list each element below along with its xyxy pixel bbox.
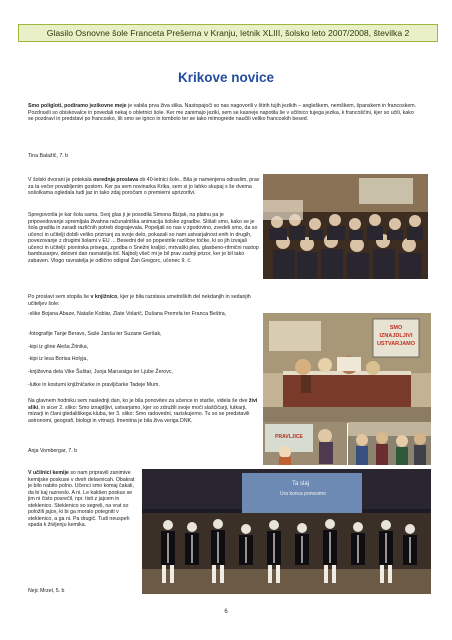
- page-number: 6: [224, 609, 228, 615]
- photo-stage-performance: [142, 469, 431, 594]
- paragraph-sola-govori: Spregovorila je kar šola sama. Svoj glas ji je posodila Simona Bizjak, na platnu pa je pripovedovanje spremljala živahna računalniška animacija šolske zgradbe. Slišali smo, kako se je šola gradila in zaradi različnih potreb dograjevala. Popeljali so nas v zgodovino, zvedeli smo, da so učenci in učitelji dobili veliko priznanj za svoje delo, pokazali so nam ustvarjalnost enih in drugih, povezovanje z drugimi šolami v EU ... Besedni del so popestrile različne točke, ki so jih izvajali učenci in učitelji: pionirska prisega, zgodba o Snežni kraljici, mrtvaški ples, glasbeno-ritmični nastop bambusarjev, delovni dan ravnatelja itd. Najbolj všeč mi je bil prav zadnji prizor, ker je bil tako zabaven. Vlogo ravnatelja je odlično odigral Žan Gregorc, učenec 9. č.: [28, 212, 259, 264]
- p2-bold: osrednja proslava: [93, 177, 139, 183]
- p5-bold: živi sliki: [28, 398, 258, 411]
- list-item: -kipi iz gline Aleša Žitnika,: [28, 344, 89, 350]
- list-item: -kipi iz lesa Borisa Holyja,: [28, 356, 88, 362]
- p5-after: , in sicer 2. sliko: Smo iznajdljivi, ustvarjamo, kjer so združili svoje moči slaščičarji, lutkarji, mizarji in člani gledališkega kluba, ter 3. sliko: Smo radovedni, raziskujemo. Tu so se predstavili astronomi, geografi, biologi in vrtnarji. Imenitna je bila živa veriga DNK.: [28, 404, 250, 424]
- header-banner: [18, 24, 438, 42]
- p4-before: Po proslavi sem stopila še: [28, 294, 91, 300]
- paragraph-knjiznica: [28, 294, 260, 307]
- paragraph-proslava: [28, 177, 260, 197]
- header-text: Glasilo Osnovne šole Franceta Prešerna v Kranju, letnik XLIII, šolsko leto 2007/2008, številka 2: [46, 28, 410, 38]
- p2-before: V šolski dvorani je potekala: [28, 177, 94, 183]
- author-3: Nejc Mrzel, 5. b: [28, 588, 65, 594]
- intro-paragraph: [28, 103, 420, 123]
- p2-after: ob 40-letnici šole.. Bila je namenjena odraslim, prav za ta večer povabljenim gostom. Ker pa sem novinarka Krika, sem si jo lahko skupaj s še dvema sošolkama ogledala tudi jaz in tako zdaj poročam o premierni uprizoritvi.: [28, 177, 260, 196]
- page-title: Krikove novice: [177, 70, 275, 85]
- p4-after: , kjer je bila razstava umetniških del nekdanjih in sedanjih učiteljev šole:: [28, 294, 251, 307]
- author-2: Anja Vombergar, 7. b: [28, 448, 78, 454]
- list-item: -fotografije Tanje Beravs, Saše Janša ter Suzane Geršak,: [28, 331, 162, 337]
- stage-screen-line2: Ura konca ponosimo: [280, 491, 326, 497]
- photo-children-crafts: [348, 422, 431, 465]
- author-1: Tina Balažič, 7. b: [28, 153, 69, 159]
- list-item: -lutke in kostumi knjižničarke in pravljičarke Tadeje Mum.: [28, 382, 160, 388]
- exhibition-sign-line1: SMO: [389, 325, 403, 331]
- p6-after: so nam pripravili zanimive kemijske poskuse v dveh delavnicah. Obakrat je bilo nabito polno. Učenci smo komaj čakali, da bi kaj razneslo. A ni. Le kakšen poskus se jim ni čisto posrečil, npr. tisti z jajcem in steklenico. Steklenico so segreli, na vrat so položili jajce, ki bi ga moralo potegniti v steklenico, a ga ni. Pa drugič. Tudi neuspeh spada k življenju kemika.: [28, 470, 135, 528]
- photo-exhibition: [263, 313, 431, 423]
- p5-before: Na glavnem hodniku sem naslednji dan, ko je bila ponovitev za učence in starše, videla še dve: [28, 398, 249, 404]
- photo-audience: [263, 174, 428, 279]
- exhibition-sign-line2: IZNAJDLJIVI: [379, 333, 413, 339]
- list-item: -slike Bojana Abaze, Nataše Koblar, Zlate Volarič, Dušana Premrla ter Franca Beštra,: [28, 311, 227, 317]
- stage-screen-line1: Ta slaj: [292, 481, 310, 487]
- paragraph-zive-slike: [28, 398, 260, 424]
- p4-bold: v knjižnico: [90, 294, 118, 300]
- list-item: -književna dela Vike Šuštar, Junja Marussiga ter Ljube Žerovc,: [28, 369, 173, 375]
- p6-bold: V učilnici kemije: [28, 470, 69, 476]
- puppet-poster-text: PRAVLJICE: [275, 434, 303, 440]
- intro-body: je vabila prva živa slika. Nastopajoči so nas nagovorili v štirih tujih jezikih – angleškem, nemškem, španskem in francoskem. Pozdravili so obiskovalce in povedali nekaj o obletnici šole. Ker me zanimajo jeziki, sem se kasneje napotila še v učilnico tujega jezika, k francoščini, kjer so učili, kako se pozdravi in predstavi po francosko, šli smo se igrico in tombolo ter se tako mimogrede naučili veliko francoskih besed.: [28, 103, 417, 122]
- paragraph-kemija: [28, 470, 136, 529]
- photo-puppets: [263, 422, 347, 465]
- intro-lead: Smo poligloti, podiramo jezikovne meje: [28, 103, 127, 109]
- exhibition-sign-line3: USTVARJAMO: [376, 341, 416, 347]
